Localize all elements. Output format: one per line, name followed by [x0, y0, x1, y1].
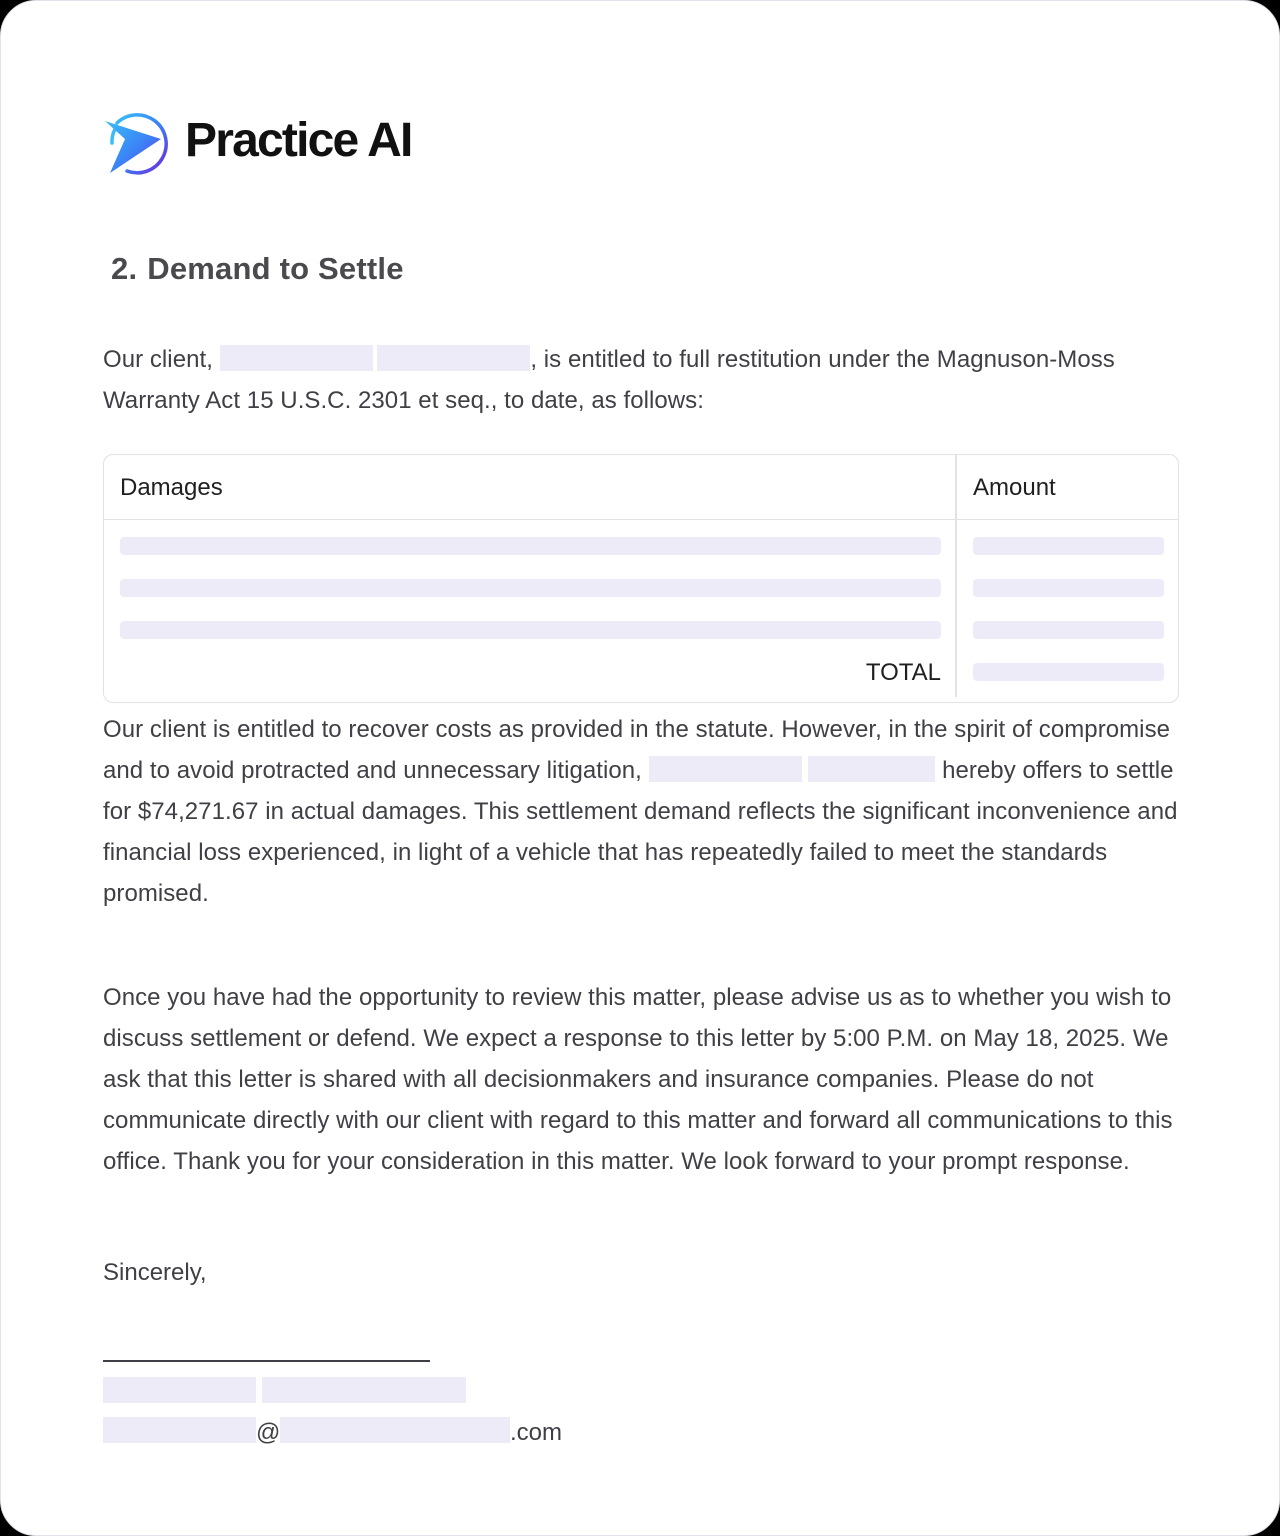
practice-ai-logo [103, 109, 412, 177]
signature-line [103, 1360, 430, 1362]
column-divider [955, 455, 957, 697]
response-deadline-paragraph: Once you have had the opportunity to review this matter, please advise us as to whether you wish to discuss settlement or defend. We expect a response to this letter by 5:00 P.M. on May 18, 2025. We ask that this letter is shared with all decisionmakers and insurance companies. Please do not communicate directly with our client with regard to this matter and forward all communications to this office. Thank you for your consideration in this matter. We look forward to your prompt response. [103, 984, 1173, 1175]
email-tld: .com [510, 1419, 563, 1446]
redacted-client-last-name [808, 756, 935, 782]
settlement-text-part2: hereby offers to settle for $74,271.67 in actual damages. This settlement demand reflects the significant inconvenience and financial loss experienced, in light of a vehicle that has repeatedly failed to meet the standards promised. [103, 757, 1178, 907]
redacted-amount-row-3 [973, 621, 1164, 639]
brand-name: Practice AI [185, 114, 412, 167]
settlement-text-part1: Our client is entitled to recover costs as provided in the statute. However, in the spirit of compromise and to avoid protracted and unnecessary litigation, [103, 716, 1171, 784]
intro-suffix: , is entitled to full restitution under the Magnuson-Moss Warranty Act 15 U.S.C. 2301 et seq., to date, as follows: [103, 346, 1115, 414]
section-number: 2. [111, 251, 138, 286]
signer-email [103, 1417, 603, 1447]
redacted-damage-row-1 [120, 537, 941, 555]
redacted-client-first-name [649, 756, 802, 782]
settlement-paragraph [103, 709, 1183, 914]
redacted-signer-first-name [103, 1377, 256, 1403]
redacted-client-first-name [220, 345, 373, 371]
section-title: Demand to Settle [147, 251, 404, 286]
damages-table [103, 454, 1179, 703]
redacted-email-domain [280, 1417, 510, 1443]
redacted-signer-last-name [262, 1377, 466, 1403]
section-heading [111, 251, 404, 287]
redacted-email-user [103, 1417, 256, 1443]
arrow-play-circle-icon [103, 109, 169, 177]
redacted-damage-row-2 [120, 579, 941, 597]
redacted-damage-row-3 [120, 621, 941, 639]
total-label: TOTAL [865, 659, 941, 686]
email-at-sign: @ [256, 1419, 281, 1446]
intro-prefix: Our client, [103, 346, 213, 373]
redacted-total-amount [973, 663, 1164, 681]
redacted-amount-row-1 [973, 537, 1164, 555]
redacted-client-last-name [377, 345, 530, 371]
column-header-amount: Amount [973, 473, 1056, 501]
redacted-amount-row-2 [973, 579, 1164, 597]
closing-salutation: Sincerely, [103, 1259, 207, 1286]
intro-paragraph [103, 339, 1183, 421]
column-header-damages: Damages [120, 473, 223, 501]
table-header-row [104, 455, 1178, 520]
